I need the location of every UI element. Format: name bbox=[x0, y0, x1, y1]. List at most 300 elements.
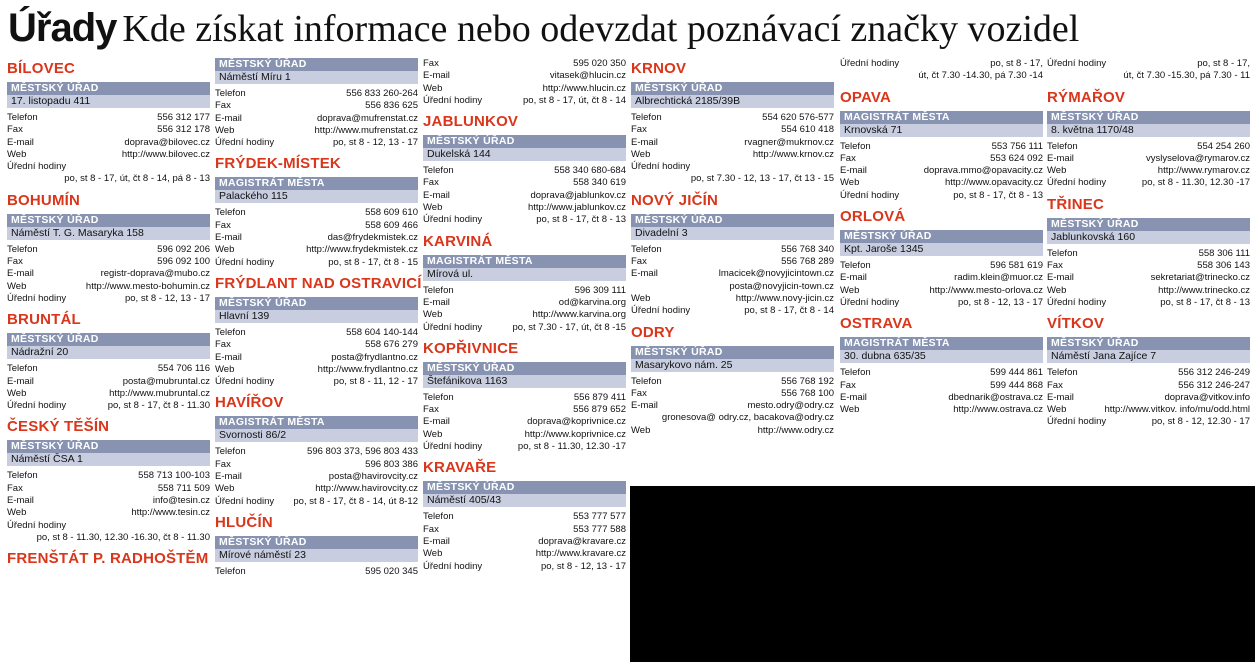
info-label: Web bbox=[840, 284, 860, 296]
info-row bbox=[423, 309, 626, 321]
info-row bbox=[215, 471, 418, 483]
info-row bbox=[215, 232, 418, 244]
info-row bbox=[631, 161, 834, 173]
info-label: E-mail bbox=[423, 535, 450, 547]
info-value: po, st 8 - 17, čt 8 - 11.30 bbox=[107, 400, 210, 412]
office-address: Mírová ul. bbox=[423, 268, 626, 281]
info-label: E-mail bbox=[7, 268, 34, 280]
office-entry bbox=[423, 58, 626, 107]
info-value: 556 312 246-249 bbox=[1178, 367, 1250, 379]
info-row bbox=[423, 165, 626, 177]
info-row bbox=[840, 392, 1043, 404]
info-value: doprava@vitkov.info bbox=[1164, 391, 1250, 403]
info-row bbox=[840, 404, 1043, 416]
office-entry bbox=[423, 459, 626, 572]
info-label: E-mail bbox=[631, 268, 658, 280]
info-value: 599 444 868 bbox=[990, 379, 1043, 391]
info-row bbox=[215, 257, 418, 269]
info-value: 554 706 116 bbox=[157, 363, 210, 375]
info-label: E-mail bbox=[840, 391, 867, 403]
info-label: Úřední hodiny bbox=[840, 58, 900, 69]
info-label: E-mail bbox=[215, 232, 242, 244]
column-2 bbox=[215, 58, 422, 584]
info-row bbox=[215, 88, 418, 100]
info-continuation: po, st 7.30 - 12, 13 - 17, čt 13 - 15 bbox=[690, 173, 834, 185]
info-label: Úřední hodiny bbox=[840, 189, 900, 201]
office-entry bbox=[215, 155, 418, 268]
info-label: Úřední hodiny bbox=[1047, 58, 1107, 69]
info-value: 558 609 466 bbox=[365, 219, 418, 231]
info-value: http://www.havirovcity.cz bbox=[315, 483, 418, 495]
info-label: Fax bbox=[840, 152, 856, 164]
office-entry bbox=[840, 208, 1043, 309]
info-row bbox=[423, 70, 626, 82]
office-type: MĚSTSKÝ ÚŘAD bbox=[7, 214, 210, 227]
info-label: Úřední hodiny bbox=[215, 256, 275, 268]
info-value: od@karvina.org bbox=[558, 296, 626, 308]
info-continuation: po, st 8 - 17, út, čt 8 - 14, pá 8 - 13 bbox=[64, 173, 210, 185]
info-value: http://www.trinecko.cz bbox=[1158, 284, 1250, 296]
office-entry bbox=[631, 324, 834, 437]
office-address: Kpt. Jaroše 1345 bbox=[840, 243, 1043, 256]
info-label: Úřední hodiny bbox=[423, 94, 483, 106]
city-name: FRÝDLANT NAD OSTRAVICÍ bbox=[215, 274, 422, 292]
info-row bbox=[631, 256, 834, 268]
info-value: po, st 8 - 11.30, 12.30 -17 bbox=[1141, 177, 1250, 189]
office-entry bbox=[7, 311, 210, 412]
city-name: KOPŘIVNICE bbox=[423, 339, 519, 357]
info-label: Web bbox=[1047, 165, 1067, 177]
info-label: Telefon bbox=[423, 511, 454, 523]
info-label: E-mail bbox=[7, 495, 34, 507]
info-value: http://www.mesto-orlova.cz bbox=[929, 284, 1043, 296]
info-value: registr-doprava@mubo.cz bbox=[100, 268, 210, 280]
office-entry bbox=[1047, 89, 1250, 190]
office-address: Svornosti 86/2 bbox=[215, 429, 418, 442]
info-value: radim.klein@muor.cz bbox=[954, 272, 1043, 284]
info-value: po, st 8 - 12, 13 - 17 bbox=[957, 296, 1043, 308]
info-label: Úřední hodiny bbox=[423, 321, 483, 333]
info-row bbox=[840, 141, 1043, 153]
office-type: MĚSTSKÝ ÚŘAD bbox=[423, 481, 626, 494]
info-row bbox=[7, 149, 210, 161]
info-row bbox=[7, 281, 210, 293]
info-row bbox=[7, 112, 210, 124]
info-label: Fax bbox=[423, 177, 439, 189]
info-label: E-mail bbox=[1047, 272, 1074, 284]
info-row bbox=[7, 470, 210, 482]
office-address: Mírové náměstí 23 bbox=[215, 549, 418, 562]
info-value: vyslyselova@rymarov.cz bbox=[1146, 152, 1250, 164]
info-label: Telefon bbox=[7, 112, 38, 123]
city-name: TŘINEC bbox=[1047, 195, 1105, 213]
info-row bbox=[631, 293, 834, 305]
info-row bbox=[423, 202, 626, 214]
info-label: Fax bbox=[840, 379, 856, 391]
column-5 bbox=[840, 58, 1043, 422]
info-label: Telefon bbox=[1047, 367, 1078, 379]
info-label: Úřední hodiny bbox=[215, 376, 275, 388]
info-row bbox=[7, 520, 210, 532]
info-value: po, st 8 - 17, čt 8 - 14, út 8-12 bbox=[293, 495, 418, 507]
info-label: Fax bbox=[631, 387, 647, 399]
info-row bbox=[7, 268, 210, 280]
info-row bbox=[7, 256, 210, 268]
info-value: 556 879 652 bbox=[573, 404, 626, 416]
info-value: rvagner@mukrnov.cz bbox=[744, 136, 834, 148]
city-name: ČESKÝ TĚŠÍN bbox=[7, 418, 110, 436]
office-entry bbox=[215, 514, 418, 578]
info-row bbox=[840, 165, 1043, 177]
office-address: Náměstí ČSA 1 bbox=[7, 453, 210, 466]
office-type: MĚSTSKÝ ÚŘAD bbox=[1047, 111, 1250, 124]
info-row bbox=[7, 507, 210, 519]
info-value: po, st 8 - 12, 13 - 17 bbox=[540, 560, 626, 572]
info-label: Web bbox=[423, 428, 443, 440]
info-value: po, st 8 - 17, bbox=[990, 58, 1043, 69]
info-row bbox=[840, 260, 1043, 272]
info-label: Fax bbox=[215, 100, 231, 112]
info-label: Fax bbox=[215, 219, 231, 231]
info-value: 556 768 340 bbox=[781, 243, 834, 255]
info-label: E-mail bbox=[215, 351, 242, 363]
office-entry bbox=[423, 340, 626, 453]
info-value: doprava@bilovec.cz bbox=[124, 136, 210, 148]
info-value: 595 020 350 bbox=[573, 58, 626, 69]
office-address: Dukelská 144 bbox=[423, 148, 626, 161]
info-value: doprava@koprivnice.cz bbox=[527, 416, 626, 428]
info-row bbox=[423, 548, 626, 560]
info-row bbox=[423, 511, 626, 523]
info-value: http://www.mufrenstat.cz bbox=[314, 124, 418, 136]
office-type: MĚSTSKÝ ÚŘAD bbox=[631, 346, 834, 359]
info-row bbox=[840, 58, 1043, 70]
office-address: Štefánikova 1163 bbox=[423, 375, 626, 388]
info-label: Web bbox=[215, 363, 235, 375]
info-label: Úřední hodiny bbox=[423, 441, 483, 453]
info-value: 556 836 625 bbox=[365, 100, 418, 112]
info-row bbox=[215, 100, 418, 112]
office-type: MAGISTRÁT MĚSTA bbox=[423, 255, 626, 268]
city-name: RÝMAŘOV bbox=[1047, 88, 1126, 106]
info-row bbox=[215, 446, 418, 458]
info-value: 553 777 588 bbox=[573, 523, 626, 535]
info-label: Telefon bbox=[7, 470, 38, 482]
city-name: HAVÍŘOV bbox=[215, 394, 284, 412]
office-entry bbox=[631, 192, 834, 318]
info-row bbox=[215, 364, 418, 376]
city-name: HLUČÍN bbox=[215, 513, 273, 531]
info-row bbox=[7, 293, 210, 305]
info-row bbox=[631, 305, 834, 317]
info-label: Úřední hodiny bbox=[215, 137, 275, 149]
info-label: E-mail bbox=[1047, 152, 1074, 164]
info-label: E-mail bbox=[7, 375, 34, 387]
office-entry bbox=[215, 58, 418, 149]
office-entry bbox=[1047, 58, 1250, 83]
info-row bbox=[215, 496, 418, 508]
info-value: http://www.frydlantno.cz bbox=[317, 363, 418, 375]
column-1 bbox=[7, 58, 210, 573]
info-value: po, st 8 - 12, 12.30 - 17 bbox=[1151, 416, 1250, 428]
info-row bbox=[1047, 285, 1250, 297]
info-row bbox=[215, 566, 418, 578]
office-entry bbox=[7, 60, 210, 186]
info-value: po, st 8 - 12, 13 - 17 bbox=[124, 292, 210, 304]
info-row bbox=[215, 137, 418, 149]
info-row bbox=[215, 459, 418, 471]
info-value: po, st 8 - 17, út, čt 8 - 14 bbox=[523, 94, 626, 106]
info-value: 558 676 279 bbox=[365, 339, 418, 351]
city-name: BOHUMÍN bbox=[7, 191, 81, 209]
info-value: sekretariat@trinecko.cz bbox=[1150, 272, 1250, 284]
info-label: Úřední hodiny bbox=[1047, 177, 1107, 189]
info-value: 596 092 100 bbox=[157, 256, 210, 268]
info-continuation: gronesova@ odry.cz, bacakova@odry.cz bbox=[661, 412, 834, 424]
info-label: Telefon bbox=[631, 243, 662, 255]
office-address: Náměstí 405/43 bbox=[423, 494, 626, 507]
info-label: Úřední hodiny bbox=[423, 214, 483, 226]
info-row bbox=[631, 388, 834, 400]
info-label: Web bbox=[1047, 284, 1067, 296]
info-value: http://www.rymarov.cz bbox=[1157, 165, 1250, 177]
office-entry bbox=[7, 192, 210, 305]
info-value: das@frydekmistek.cz bbox=[327, 232, 418, 244]
office-entry bbox=[7, 550, 210, 567]
info-value: 599 444 861 bbox=[990, 367, 1043, 379]
info-label: Web bbox=[423, 309, 443, 321]
info-row bbox=[7, 137, 210, 149]
info-value: mesto.odry@odry.cz bbox=[747, 400, 834, 412]
info-label: E-mail bbox=[1047, 391, 1074, 403]
office-type: MĚSTSKÝ ÚŘAD bbox=[423, 135, 626, 148]
info-row bbox=[423, 177, 626, 189]
office-type: MĚSTSKÝ ÚŘAD bbox=[631, 214, 834, 227]
info-value: doprava@kravare.cz bbox=[538, 535, 626, 547]
info-label: E-mail bbox=[840, 272, 867, 284]
info-value: 596 581 619 bbox=[990, 260, 1043, 272]
info-label: Web bbox=[7, 507, 27, 519]
office-entry bbox=[840, 315, 1043, 416]
office-type: MĚSTSKÝ ÚŘAD bbox=[215, 58, 418, 71]
info-value: posta@mubruntal.cz bbox=[122, 375, 210, 387]
info-value: http://www.hlucin.cz bbox=[542, 82, 626, 94]
info-row bbox=[1047, 165, 1250, 177]
info-row bbox=[7, 363, 210, 375]
info-row bbox=[631, 425, 834, 437]
info-label: Fax bbox=[1047, 379, 1063, 391]
info-label: Web bbox=[215, 124, 235, 136]
info-label: Fax bbox=[215, 339, 231, 351]
info-value: posta@havirovcity.cz bbox=[328, 471, 418, 483]
city-name: NOVÝ JIČÍN bbox=[631, 191, 719, 209]
office-type: MĚSTSKÝ ÚŘAD bbox=[1047, 337, 1250, 350]
info-row bbox=[215, 339, 418, 351]
info-label: Fax bbox=[1047, 260, 1063, 272]
info-label: Telefon bbox=[215, 326, 246, 338]
info-label: E-mail bbox=[840, 165, 867, 177]
info-label: Telefon bbox=[215, 446, 246, 458]
info-value: http://www.karvina.org bbox=[532, 309, 626, 321]
info-value: 554 254 260 bbox=[1197, 140, 1250, 152]
info-label: Úřední hodiny bbox=[1047, 296, 1107, 308]
info-label: Telefon bbox=[423, 284, 454, 296]
info-value: doprava.mmo@opavacity.cz bbox=[923, 165, 1043, 177]
info-value: 556 312 246-247 bbox=[1178, 379, 1250, 391]
heading-bold: Úřady bbox=[8, 6, 117, 50]
office-type: MĚSTSKÝ ÚŘAD bbox=[215, 297, 418, 310]
office-address: Divadelní 3 bbox=[631, 227, 834, 240]
info-value: doprava@mufrenstat.cz bbox=[317, 112, 418, 124]
info-row bbox=[423, 441, 626, 453]
info-label: Telefon bbox=[215, 88, 246, 99]
office-entry bbox=[1047, 315, 1250, 428]
office-address: 8. května 1170/48 bbox=[1047, 124, 1250, 137]
office-type: MĚSTSKÝ ÚŘAD bbox=[7, 333, 210, 346]
office-address: Jablunkovská 160 bbox=[1047, 231, 1250, 244]
info-label: Telefon bbox=[7, 243, 38, 255]
info-row bbox=[1047, 141, 1250, 153]
info-row bbox=[7, 495, 210, 507]
office-entry bbox=[840, 58, 1043, 83]
info-value: posta@frydlantno.cz bbox=[331, 351, 418, 363]
office-entry bbox=[1047, 196, 1250, 309]
info-value: 558 306 111 bbox=[1198, 247, 1250, 259]
info-value: 596 092 206 bbox=[157, 243, 210, 255]
city-name: KRAVAŘE bbox=[423, 459, 497, 477]
info-label: Úřední hodiny bbox=[1047, 416, 1107, 428]
info-value: http://www.kravare.cz bbox=[535, 548, 626, 560]
column-4 bbox=[631, 58, 834, 443]
info-value: doprava@jablunkov.cz bbox=[530, 189, 626, 201]
info-label: Telefon bbox=[423, 165, 454, 177]
info-label: Web bbox=[631, 148, 651, 160]
city-name: FRENŠTÁT P. RADHOŠTĚM bbox=[7, 550, 209, 568]
info-label: Úřední hodiny bbox=[631, 161, 691, 173]
info-value: lmacicek@novyjicintown.cz bbox=[718, 268, 834, 280]
info-value: 554 610 418 bbox=[781, 124, 834, 136]
info-value: 596 309 111 bbox=[574, 284, 626, 296]
info-label: Web bbox=[215, 483, 235, 495]
info-label: Web bbox=[840, 177, 860, 189]
info-value: http://www.jablunkov.cz bbox=[527, 202, 626, 214]
info-value: 558 609 610 bbox=[365, 207, 418, 219]
office-type: MĚSTSKÝ ÚŘAD bbox=[840, 230, 1043, 243]
info-row bbox=[423, 297, 626, 309]
info-value: 553 756 111 bbox=[991, 140, 1043, 152]
info-value: http://www.mesto-bohumin.cz bbox=[85, 280, 210, 292]
black-area bbox=[630, 486, 1255, 662]
office-entry bbox=[423, 113, 626, 226]
info-label: Web bbox=[7, 387, 27, 399]
info-value: 596 803 373, 596 803 433 bbox=[307, 446, 418, 458]
info-value: 558 711 509 bbox=[157, 482, 210, 494]
info-row bbox=[1047, 367, 1250, 379]
office-address: Náměstí Míru 1 bbox=[215, 71, 418, 84]
info-label: Web bbox=[423, 548, 443, 560]
info-row bbox=[7, 161, 210, 173]
info-label: Telefon bbox=[840, 367, 871, 379]
info-row bbox=[1047, 58, 1250, 70]
info-row bbox=[840, 177, 1043, 189]
info-value: po, st 8 - 17, čt 8 - 13 bbox=[953, 189, 1043, 201]
info-value: 556 312 178 bbox=[157, 124, 210, 136]
city-name: ODRY bbox=[631, 323, 675, 341]
info-row bbox=[631, 124, 834, 136]
info-label: Web bbox=[840, 404, 860, 416]
city-name: KARVINÁ bbox=[423, 232, 493, 250]
info-label: Úřední hodiny bbox=[7, 292, 67, 304]
info-value: 556 312 177 bbox=[157, 112, 210, 123]
info-label: Telefon bbox=[1047, 140, 1078, 152]
info-label: Web bbox=[7, 280, 27, 292]
info-value: po, st 8 - 17, čt 8 - 15 bbox=[328, 256, 418, 268]
info-label: E-mail bbox=[423, 296, 450, 308]
info-row bbox=[215, 125, 418, 137]
info-row bbox=[1047, 392, 1250, 404]
info-row bbox=[7, 376, 210, 388]
info-value: vitasek@hlucin.cz bbox=[549, 70, 626, 82]
info-label: Úřední hodiny bbox=[7, 400, 67, 412]
info-row bbox=[631, 244, 834, 256]
info-value: 596 803 386 bbox=[365, 458, 418, 470]
city-name: KRNOV bbox=[631, 60, 687, 77]
info-value: http://www.koprivnice.cz bbox=[524, 428, 626, 440]
info-label: Fax bbox=[423, 404, 439, 416]
city-name: OPAVA bbox=[840, 88, 892, 106]
office-address: Hlavní 139 bbox=[215, 310, 418, 323]
info-row bbox=[1047, 297, 1250, 309]
office-entry bbox=[631, 60, 834, 186]
info-label: Telefon bbox=[215, 207, 246, 219]
office-type: MAGISTRÁT MĚSTA bbox=[215, 416, 418, 429]
office-entry bbox=[423, 233, 626, 334]
info-value: 558 604 140-144 bbox=[346, 326, 418, 338]
info-row bbox=[1047, 153, 1250, 165]
info-value: 595 020 345 bbox=[365, 565, 418, 577]
office-address: 17. listopadu 411 bbox=[7, 95, 210, 108]
info-value: 556 768 100 bbox=[781, 387, 834, 399]
info-label: Fax bbox=[423, 523, 439, 535]
info-value: http://www.mubruntal.cz bbox=[109, 387, 210, 399]
info-value: http://www.tesin.cz bbox=[131, 507, 210, 519]
info-label: Fax bbox=[631, 124, 647, 136]
info-value: 556 833 260-264 bbox=[346, 88, 418, 99]
info-label: Úřední hodiny bbox=[631, 305, 691, 317]
info-row bbox=[631, 149, 834, 161]
info-row bbox=[840, 367, 1043, 379]
info-label: Web bbox=[215, 244, 235, 256]
info-row bbox=[631, 268, 834, 280]
info-row bbox=[423, 83, 626, 95]
office-address: Masarykovo nám. 25 bbox=[631, 359, 834, 372]
info-row bbox=[7, 124, 210, 136]
office-address: Náměstí T. G. Masaryka 158 bbox=[7, 227, 210, 240]
info-value: http://www.bilovec.cz bbox=[121, 148, 210, 160]
info-value: 558 340 680-684 bbox=[554, 165, 626, 177]
info-value: http://www.odry.cz bbox=[757, 424, 834, 436]
info-continuation: posta@novyjicin-town.cz bbox=[729, 280, 834, 292]
info-row bbox=[631, 112, 834, 124]
info-value: http://www.opavacity.cz bbox=[944, 177, 1043, 189]
info-label: Fax bbox=[215, 458, 231, 470]
info-row bbox=[1047, 177, 1250, 189]
info-value: po, st 8 - 11.30, 12.30 -17 bbox=[517, 441, 626, 453]
info-label: Telefon bbox=[840, 260, 871, 272]
info-row bbox=[7, 388, 210, 400]
info-row bbox=[840, 272, 1043, 284]
info-row bbox=[423, 285, 626, 297]
